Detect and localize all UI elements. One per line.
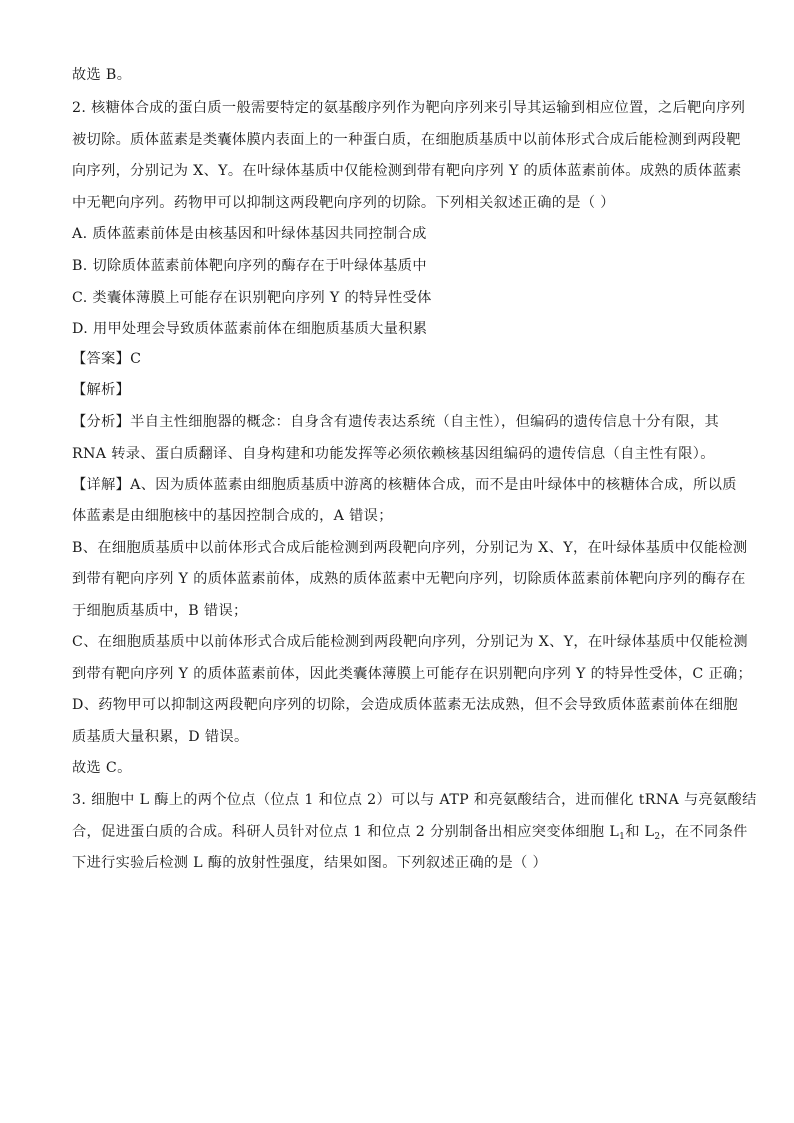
q2-analysis-label: 【解析】 [72,382,131,398]
q3-l1-subscript: 1 [619,832,626,842]
q1-conclusion: 故选 B。 [72,67,132,83]
q2-conclusion: 故选 C。 [72,760,132,776]
q2-explanation-line-8: C、在细胞质基质中以前体形式合成后能检测到两段靶向序列，分别记为 X、Y，在叶绿体基质中仅能检测 [72,634,748,650]
q3-line2-part-c: ，在不同条件 [660,824,748,840]
q2-explanation-line-10: D、药物甲可以抑制这两段靶向序列的切除，会造成质体蓝素无法成熟，但不会导致质体蓝素前体在细胞 [72,697,738,713]
q3-l2-subscript: 2 [654,832,661,842]
q3-stem-line-1: 3. 细胞中 L 酶上的两个位点（位点 1 和位点 2）可以与 ATP 和亮氨酸结合，进而催化 tRNA 与亮氨酸结 [72,792,757,808]
q2-explanation-line-6: 到带有靶向序列 Y 的质体蓝素前体，成熟的质体蓝素中无靶向序列，切除质体蓝素前体靶向序列的酶存在 [72,571,746,587]
q2-stem-line-3: 向序列，分别记为 X、Y。在叶绿体基质中仅能检测到带有靶向序列 Y 的质体蓝素前体。成熟的质体蓝素 [72,163,742,179]
q2-explanation-line-7: 于细胞质基质中，B 错误； [72,603,248,619]
q2-explanation-line-5: B、在细胞质基质中以前体形式合成后能检测到两段靶向序列，分别记为 X、Y，在叶绿体基质中仅能检测 [72,540,748,556]
q2-explanation-line-4: 体蓝素是由细胞核中的基因控制合成的，A 错误； [72,508,393,524]
q2-explanation-line-2: RNA 转录、蛋白质翻译、自身构建和功能发挥等必须依赖核基因组编码的遗传信息（自主性有限）。 [72,446,715,462]
q2-option-c: C. 类囊体薄膜上可能存在识别靶向序列 Y 的特异性受体 [72,290,432,306]
q2-option-a: A. 质体蓝素前体是由核基因和叶绿体基因共同控制合成 [72,226,427,242]
q2-explanation-line-9: 到带有靶向序列 Y 的质体蓝素前体，因此类囊体薄膜上可能存在识别靶向序列 Y 的特异性受体，C 正确； [72,666,753,682]
q2-option-d: D. 用甲处理会导致质体蓝素前体在细胞质基质大量积累 [72,321,428,337]
q3-line2-part-b: 和 L [625,824,655,840]
q3-stem-line-3: 下进行实验后检测 L 酶的放射性强度，结果如图。下列叙述正确的是（ ） [72,855,548,871]
q2-explanation-line-3: 【详解】A、因为质体蓝素由细胞质基质中游离的核糖体合成，而不是由叶绿体中的核糖体合成，所以质 [72,477,737,493]
q2-stem-line-2: 被切除。质体蓝素是类囊体膜内表面上的一种蛋白质，在细胞质基质中以前体形式合成后能检测到两段靶 [72,132,741,148]
q3-stem-line-2 [72,822,748,842]
q2-stem-line-1: 2. 核糖体合成的蛋白质一般需要特定的氨基酸序列作为靶向序列来引导其运输到相应位置，之后靶向序列 [72,100,746,116]
q2-explanation-line-1: 【分析】半自主性细胞器的概念：自身含有遗传表达系统（自主性），但编码的遗传信息十分有限，其 [72,414,720,430]
q2-stem-line-4: 中无靶向序列。药物甲可以抑制这两段靶向序列的切除。下列相关叙述正确的是（ ） [72,195,615,211]
q3-line2-part-a: 合，促进蛋白质的合成。科研人员针对位点 1 和位点 2 分别制备出相应突变体细胞 L [72,824,620,840]
q2-answer: 【答案】C [72,351,142,367]
q2-explanation-line-11: 质基质大量积累，D 错误。 [72,729,249,745]
q2-option-b: B. 切除质体蓝素前体靶向序列的酶存在于叶绿体基质中 [72,258,427,274]
